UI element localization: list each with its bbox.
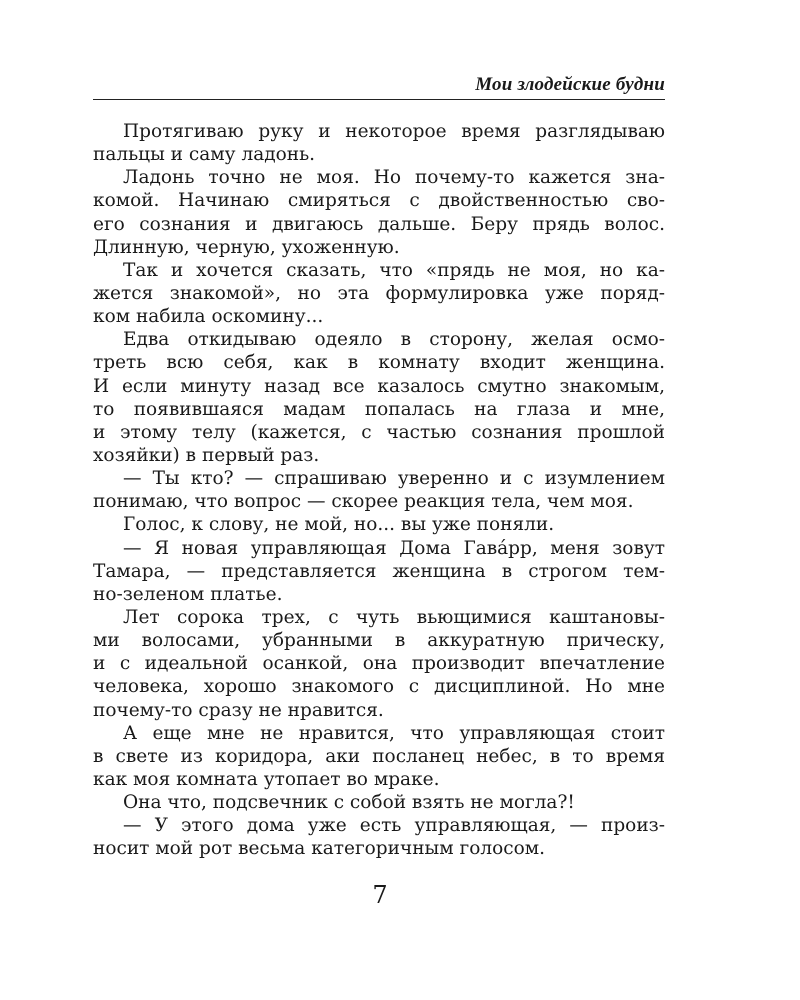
text-line: как моя комната утопает во мраке. — [93, 768, 440, 790]
text-line: Ладонь точно не моя. Но почему-то кажется зна- — [123, 167, 665, 189]
text-line: жется знакомой», но эта формулировка уже поряд- — [93, 282, 665, 304]
text-line: пальцы и саму ладонь. — [93, 144, 316, 166]
text-line: ми волосами, убранными в аккуратную прическу, — [93, 630, 665, 652]
text-line: его сознания и двигаюсь дальше. Беру прядь волос. — [93, 213, 665, 235]
text-line: Тамара, — представляется женщина в строгом тем- — [93, 560, 665, 582]
text-line: — У этого дома уже есть управляющая, — произ- — [123, 815, 665, 837]
text-line: — Ты кто? — спрашиваю уверенно и с изумлением — [123, 468, 665, 490]
text-line: Голос, к слову, не мой, но... вы уже поняли. — [123, 514, 555, 536]
text-line: но-зеленом платье. — [93, 583, 283, 605]
header-rule — [93, 99, 665, 100]
text-line: носит мой рот весьма категоричным голосом. — [93, 838, 546, 860]
text-line: и этому телу (кажется, с частью сознания прошлой — [93, 421, 665, 443]
text-line: Она что, подсвечник с собой взять не могла?! — [123, 792, 575, 814]
text-line: в свете из коридора, аки посланец небес, в то время — [93, 745, 665, 767]
text-line: понимаю, что вопрос — скорее реакция тела, чем моя. — [93, 491, 634, 513]
text-line: — Я новая управляющая Дома Гава́рр, меня зовут — [123, 537, 665, 559]
text-line: И если минуту назад все казалось смутно знакомым, — [93, 375, 665, 397]
text-line: Протягиваю руку и некоторое время разглядываю — [123, 121, 665, 142]
page-number: 7 — [372, 881, 388, 909]
running-header-title: Мои злодейские будни — [475, 74, 665, 95]
text-line: Лет сорока трех, с чуть вьющимися каштановы- — [123, 606, 665, 628]
text-line: треть всю себя, как в комнату входит женщина. — [93, 352, 665, 374]
text-line: хозяйки) в первый раз. — [93, 444, 320, 466]
text-line: Длинную, черную, ухоженную. — [93, 236, 400, 258]
text-line: Так и хочется сказать, что «прядь не моя, но ка- — [123, 259, 665, 281]
text-line: комой. Начинаю смиряться с двойственностью сво- — [93, 190, 665, 212]
text-line: А еще мне не нравится, что управляющая стоит — [123, 722, 665, 744]
text-line: Едва откидываю одеяло в сторону, желая осмо- — [123, 329, 665, 351]
text-line: ком набила оскомину... — [93, 306, 324, 328]
text-line: почему-то сразу не нравится. — [93, 699, 384, 721]
text-line: и с идеальной осанкой, она производит впечатление — [93, 653, 665, 675]
text-line: человека, хорошо знакомого с дисциплиной. Но мне — [93, 676, 665, 698]
text-line: то появившаяся мадам попалась на глаза и мне, — [93, 398, 665, 420]
body-text — [93, 120, 665, 861]
